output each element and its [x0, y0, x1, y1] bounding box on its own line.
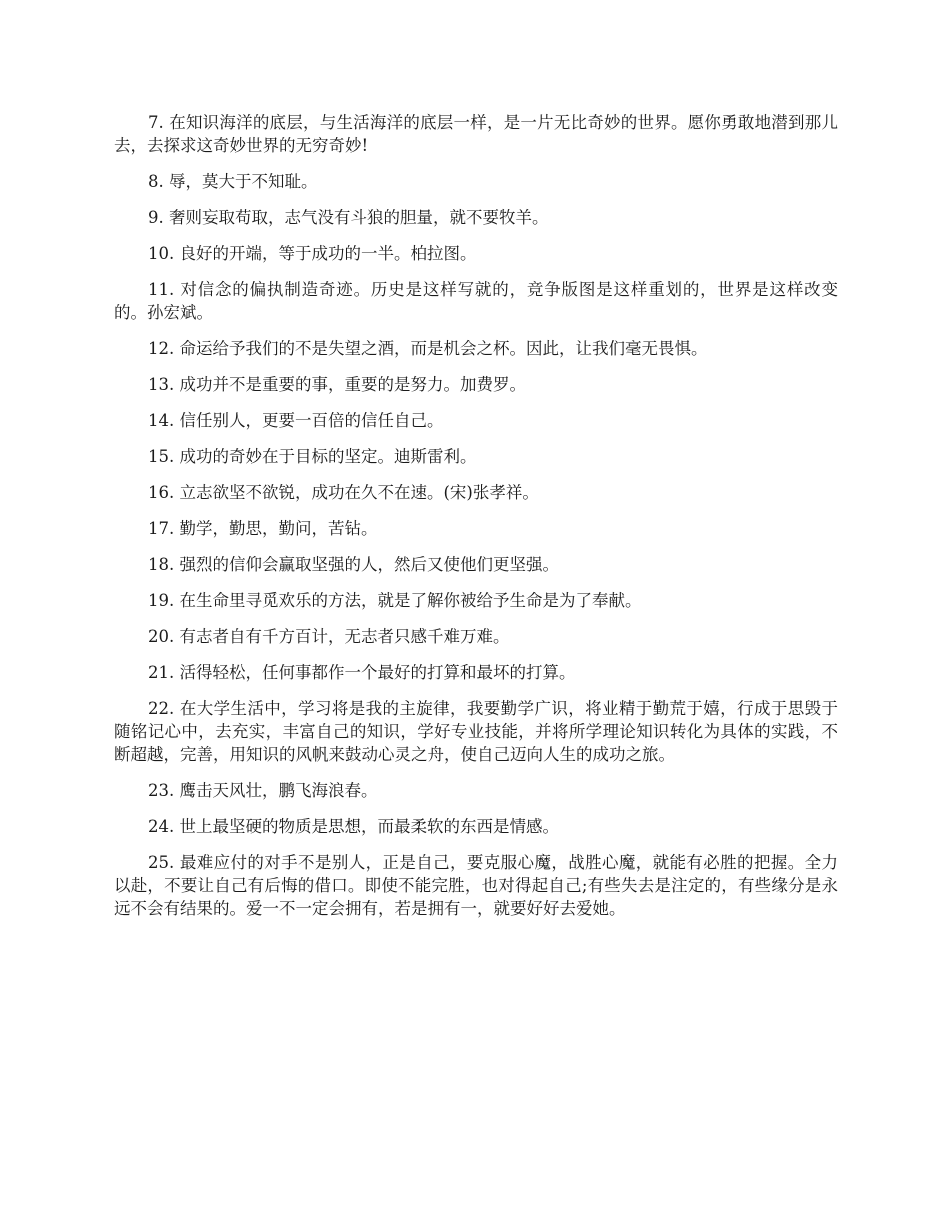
- quote-paragraph-25: 25. 最难应付的对手不是别人，正是自己，要克服心魔，战胜心魔，就能有必胜的把握。全力以赴，不要让自己有后悔的借口。即使不能完胜，也对得起自己;有些失去是注定的，有些缘分是永远不会有结果的。爱一不一定会拥有，若是拥有一，就要好好去爱她。: [114, 853, 838, 918]
- quote-paragraph-19: 19. 在生命里寻觅欢乐的方法，就是了解你被给予生命是为了奉献。: [148, 591, 642, 610]
- quote-paragraph-12: 12. 命运给予我们的不是失望之酒，而是机会之杯。因此，让我们毫无畏惧。: [148, 339, 708, 358]
- quote-paragraph-10: 10. 良好的开端，等于成功的一半。柏拉图。: [148, 244, 477, 263]
- quote-paragraph-20: 20. 有志者自有千方百计，无志者只感千难万难。: [148, 627, 510, 646]
- quote-paragraph-18: 18. 强烈的信仰会赢取坚强的人，然后又使他们更坚强。: [148, 555, 559, 574]
- quote-paragraph-16: 16. 立志欲坚不欲锐，成功在久不在速。(宋)张孝祥。: [148, 483, 539, 502]
- quote-paragraph-13: 13. 成功并不是重要的事，重要的是努力。加费罗。: [148, 375, 526, 394]
- quote-paragraph-21: 21. 活得轻松，任何事都作一个最好的打算和最坏的打算。: [148, 663, 576, 682]
- quote-paragraph-15: 15. 成功的奇妙在于目标的坚定。迪斯雷利。: [148, 447, 477, 466]
- quote-paragraph-24: 24. 世上最坚硬的物质是思想，而最柔软的东西是情感。: [148, 817, 559, 836]
- quote-paragraph-23: 23. 鹰击天风壮，鹏飞海浪春。: [148, 781, 378, 800]
- quote-paragraph-11: 11. 对信念的偏执制造奇迹。历史是这样写就的，竞争版图是这样重划的，世界是这样改变的。孙宏斌。: [114, 280, 838, 322]
- quote-paragraph-9: 9. 奢则妄取苟取，志气没有斗狼的胆量，就不要牧羊。: [148, 208, 549, 227]
- quote-paragraph-17: 17. 勤学，勤思，勤问，苦钻。: [148, 519, 378, 538]
- quote-paragraph-22: 22. 在大学生活中，学习将是我的主旋律，我要勤学广识，将业精于勤荒于嬉，行成于思毁于随铭记心中，去充实，丰富自己的知识，学好专业技能，并将所学理论知识转化为具体的实践，不断超越，完善，用知识的风帆来鼓动心灵之舟，使自己迈向人生的成功之旅。: [114, 699, 838, 764]
- quote-paragraph-14: 14. 信任别人，更要一百倍的信任自己。: [148, 411, 444, 430]
- quote-paragraph-8: 8. 辱，莫大于不知耻。: [148, 172, 318, 191]
- quote-paragraph-7: 7. 在知识海洋的底层，与生活海洋的底层一样，是一片无比奇妙的世界。愿你勇敢地潜到那儿去，去探求这奇妙世界的无穷奇妙!: [114, 113, 838, 155]
